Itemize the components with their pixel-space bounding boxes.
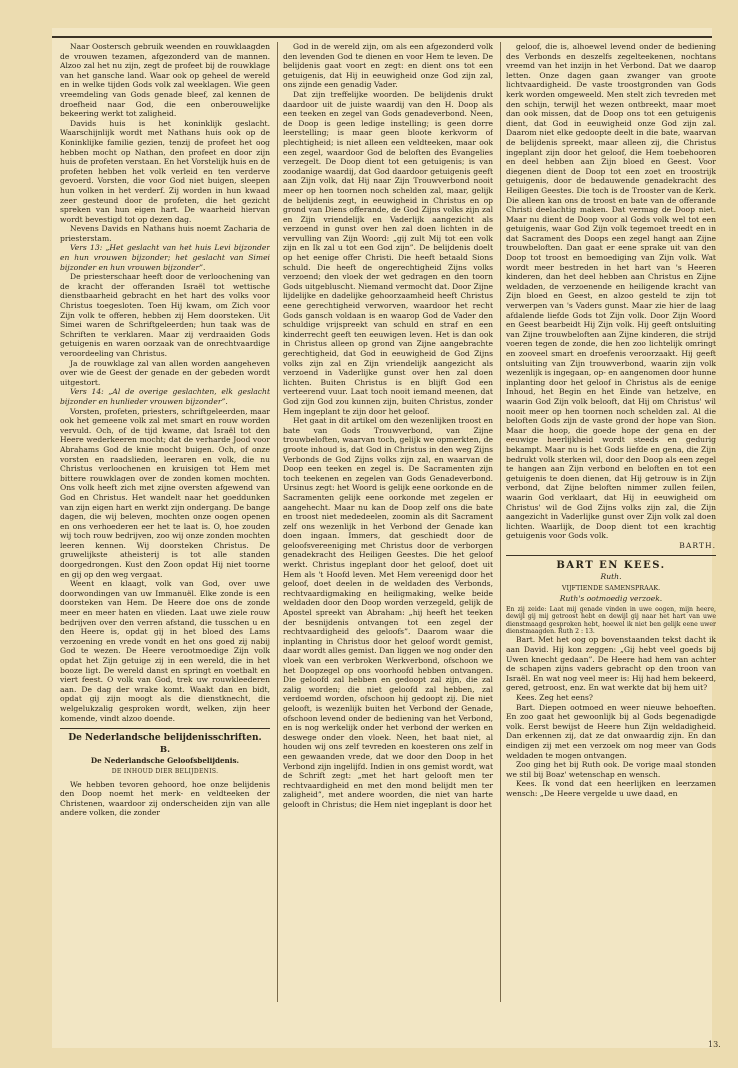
section-rule bbox=[60, 728, 270, 729]
section-letter: B. bbox=[159, 744, 171, 755]
paragraph: Davids huis is het koninklijk geslacht. Waarschijnlijk wordt met Nathans huis ook op de Koninklijke familie gezien, tenzij de profeet het oog hebben mocht op Nathan, den profeet en door zijn huis de profeten verstaan. En het Vorstelijk huis en de profeten hebben het volk verleid en ten verderve gevoerd. Vorsten, die voor God niet buigen, sleepen hun volken in het verderf. Zij worden in hun kwaad zeer gesteund door de profeten, die het gezicht spreken van hun eigen hart. De waarheid hiervan wordt bevestigd tot op dezen dag. bbox=[60, 118, 270, 224]
story-part: VIJFTIENDE SAMENSPRAAK. bbox=[561, 583, 661, 592]
paragraph: De priesterschaar heeft door de verloochening van de kracht der offeranden Israël tot wettische dienstbaarheid gebracht en het hart des volks voor Christus toegesloten. Toen Hij kwam, om Zich voor Zijn volk te offeren, hebben zij Hem doorsteken. Uit Simei waren de Schriftgeleerden; hun taak was de Schriften te verklaren. Maar zij verdraaiden Gods getuigenis en waren oorzaak van de onrechtvaardige veroordeeling van Christus. bbox=[60, 272, 270, 358]
paragraph: Vorsten, profeten, priesters, schriftgeleerden, maar ook het gemeene volk zal met smart en rouw worden vervuld. Och, of de tijd kwame, dat Israël tot den Heere wederkeeren mocht; dat de verharde Jood voor Abrahams God de knie mocht buigen. Och, of onze vorsten en raadslieden, leeraren en volk, die nu Christus verloochenen en kruisigen tot Hem met bittere rouwklagen over de zonden komen mochten. Ons volk heeft zich met zijne oversten afgewend van God en Christus. Het wandelt naar het goeddunken van zijn eigen hart en werkt zijn ondergang. De bange dagen, die wij beleven, mochten onze oogen openen en ons verhoederen eer het te laat is. O, hoe zouden wij toch rouw bedrijven, zoo wij onze zonden mochten leeren kennen. Wij doorsteken Christus. De gruwelijkste atheisterij is tot alle standen doorgedrongen. Kust den Zoon opdat Hij niet toorne en gij op den weg vergaat. bbox=[60, 406, 270, 579]
column-left bbox=[60, 42, 270, 1002]
paragraph: Ja de rouwklage zal van allen worden aangeheven over wie de Geest der genade en der gebeden wordt uitgestort. bbox=[60, 358, 270, 387]
paragraph: Bart. Diepen ootmoed en weer nieuwe behoeften. En zoo gaat het gewoonlijk bij al Gods begenadigde volk. Eerst bewijst de Heere hun Zijn weldadigheid. Dan erkennen zij, dat ze dat onwaardig zijn. En dan eindigen zij met een verzoek om nog meer van Gods weldaden te mogen ontvangen. bbox=[506, 702, 716, 760]
column-right bbox=[506, 42, 716, 1002]
story-episode: Ruth's ootmoedig verzoek. bbox=[559, 594, 663, 604]
paragraph: God in de wereld zijn, om als een afgezonderd volk den levenden God te dienen en voor Hem te leven. De belijdenis gaat voort en zegt: en dient ons tot een getuigenis, dat Hij in eeuwigheid onze God zijn zal, ons zijnde een genadig Vader. bbox=[283, 42, 493, 90]
verse-quote: Vers 13: „Het geslacht van het huis Levi bijzonder en hun vrouwen bijzonder; het geslacht van Simei bijzonder en hun vrouwen bijzonder”. bbox=[60, 243, 270, 272]
verse-quote: Vers 14: „Al de overige geslachten, elk geslacht bijzonder en hunlieder vrouwen bijzonder”. bbox=[60, 387, 270, 406]
signature: BARTH. bbox=[679, 540, 716, 550]
story-title: BART EN KEES. bbox=[556, 560, 666, 572]
section-subtitle: De Nederlandsche Geloofsbelijdenis. bbox=[90, 756, 240, 766]
motto: En zij zeide: Laat mij genade vinden in uwe oogen, mijn heere, dewijl gij mij getroost hebt en dewijl gij naar het hart van uwe dienstmaagd gesproken hebt, hoewel ik niet ben gelijk eene uwer dienstmaagden. Ruth 2 : 13. bbox=[506, 605, 716, 636]
paragraph: Naar Oostersch gebruik weenden en rouwklaagden de vrouwen tezamen, afgezonderd van de mannen. Alzoo zal het nu zijn, zegt de profeet bij de rouwklage van het gansche land. Waar ook op geheel de wereld en in welke tijden Gods volk zal weeklagen. Wie geen vreemdeling van Gods genade bleef, zal kennen de droefheid naar God, die een onberouwelijke bekeering werkt tot zaligheid. bbox=[60, 42, 270, 119]
paragraph: Kees. Zeg het eens? bbox=[516, 693, 593, 703]
paragraph: Het gaat in dit artikel om den wezenlijken troost en bate van Gods Trouwverbond, van Zijne trouwbeloften, waarvan toch, gelijk we opmerkten, de groote inhoud is, dat God in Christus in den weg Zijns Verbonds de God Zijns volks zijn zal, en waarvan de Doop een teeken en zegel is. De Sacramenten zijn toch teekenen en zegelen van Gods Genadeverbond. Ursinus zegt: het Woord is gelijk eene oorkonde en de Sacramenten gelijk eene oorkonde met zegelen er aangehecht. Maar nu kan de Doop zelf ons die bate en troost niet mededeelen, zoomin als dit Sacrament zelf ons wezenlijk in het Verbond der Genade kan doen ingaan. Immers, dat geschiedt door de geloofsvereeniging met Christus door de verborgen genadekracht des Heiligen Geestes. Die het geloof werkt. Christus ingeplant door het geloof, doet uit Hem als 't Hoofd leven. Met Hem vereenigd door het geloof, doet deelen in de weldaden des Verbonds, rechtvaardigmaking en heiligmaking, welke beide weldaden door den Doop worden verzegeld, gelijk de Apostel spreekt van Abraham: „hij heeft het teeken der besnijdenis ontvangen tot een zegel der rechtvaardigheid des geloofs”. Daarom waar die inplanting in Christus door het geloof wordt gemist, daar wordt alles gemist. Dan liggen we nog onder den vloek van een verbroken Werkverbond, ofschoon we het Doopzegel op ons voorhoofd hebben ontvangen. Die geloofd zal hebben en gedoopt zal zijn, die zal zalig worden; die niet geloofd zal hebben, zal verdoemd worden, ofschoon hij gedoopt zij. Die niet gelooft, is wezenlijk buiten het Verbond der Genade, ofschoon levend onder de bediening van het Verbond, en is nog werkelijk onder het verbond der werken en deswege onder den vloek. Neen, het baat niet, al houden wij ons zelf tevreden en koesteren ons zelf in een gewaanden vrede, dat we door den Doop in het Verbond zijn ingelijfd. Indien in ons gemist wordt, wat de Schrift zegt: „met het hart gelooft men ter rechtvaardigheid en met den mond belijdt men ter zaligheid”, met andere woorden, die niet van harte gelooft in Christus; die Hem niet ingeplant is door het bbox=[283, 416, 493, 809]
column-divider bbox=[277, 42, 278, 1002]
section-subsubtitle: DE INHOUD DIER BELIJDENIS. bbox=[111, 767, 219, 775]
paragraph: Zoo ging het bij Ruth ook. De vorige maal stonden we stil bij Boaz' wetenschap en wensch. bbox=[506, 760, 716, 779]
paragraph: We hebben tevoren gehoord, hoe onze belijdenis den Doop noemt het merk- en veldteeken der Christenen, waardoor zij onderscheiden zijn van alle andere volken, die zonder bbox=[60, 779, 270, 818]
column-middle bbox=[283, 42, 493, 1002]
paragraph: Kees. Ik vond dat een heerlijken en leerzamen wensch: „De Heere vergelde u uwe daad, en bbox=[506, 779, 716, 798]
paragraph: geloof, die is, alhoewel levend onder de bediening des Verbonds en deszelfs zegelteekenen, nochtans vreemd van het inzijn in het Verbond. Dat we daarop letten. Onze dagen gaan zwanger van groote lichtvaardigheid. De vaste troostgronden van Gods kerk worden omgeweeld. Men stelt zich tevreden met den schijn, terwijl het wezen ontbreekt, maar moet dan ook missen, dat de Doop ons tot een getuigenis dient, dat God in eeuwigheid onze God zijn zal. Daarom niet elke gedoopte deelt in die bate, waarvan de belijdenis spreekt, maar alleen zij, die Christus ingeplant zijn door het geloof, die Hem toebehooren en deel hebben aan Zijn bloed en Geest. Voor diegenen dient de Doop tot een zoet en troostrijk getuigenis, door de bedauwende genadekracht des Heiligen Geestes. Die toch is de Trooster van de Kerk. Die alleen kan ons de troost en bate van de offerande Christi deelachtig maken. Dat vermag de Doop niet. Maar nu dient de Doop voor al Gods volk wel tot een getuigenis, waar God Zijn volk tegemoet treedt en in dat Sacrament des Doops een zegel hangt aan Zijne trouwbeloften. Dan gaat er eene sprake uit van den Doop tot troost en bemoediging van Zijn volk. Wat wordt meer bestreden in het hart van 's Heeren kinderen, dan het deel hebben aan Christus en Zijne weldaden, de verzoenende en heiligende kracht van Zijn bloed en Geest, en alzoo gesteld te zijn tot verwerpen van 's Vaders gunst. Maar zie hier de laag afdalende liefde Gods tot Zijn volk. Door Zijn Woord en Geest bearbeidt Hij Zijn volk. Hij geeft ontsluiting van Zijne trouwbeloften aan Zijne kinderen, die strijd voeren tegen de zonde, die hen zoo lichtelijk omringt en zooveel smart en droefenis veroorzaakt. Hij geeft ontsluiting van Zijn trouwverbond, waarin zijn volk wezenlijk is ingegaan, op- en aangenomen door hunne inplanting door het geloof in Christus als de eenige Inhoud, het Begin en het Einde van hetzelve, en waarin God Zijn volk belooft, dat Hij om Christus' wil nooit meer op hen toornen noch schelden zal. Al die beloften Gods zijn de vaste grond der hope van Sion. Maar die hoop, die goede hope der gena en der eeuwige heerlijkheid wordt steeds en gedurig bekampt. Maar nu is het Gods liefde en gena, die Zijn bedrukt volk sterken wil, door den Doop als een zegel te hangen aan Zijn verbond en beloften en tot een getuigenis te doen dienen, dat Hij getrouw is in Zijn verbond, dat Zijne beloften nimmer zullen feilen, waarin God verklaart, dat Hij in eeuwigheid om Christus' wil de God Zijns volks zijn zal, die Zijn aangezicht in Vaderlijke gunst over Zijn volk zal doen lichten. Waarlijk, de Doop dient tot een krachtig getuigenis voor Gods volk. bbox=[506, 42, 716, 541]
paragraph: Dat zijn treffelijke woorden. De belijdenis drukt daardoor uit de juiste waardij van den H. Doop als een teeken en zegel van Gods genadeverbond. Neen, de Doop is geen ledige instelling; is geen dorre leerstelling; is maar geen bloote kerkvorm of plechtigheid; is niet alleen een veldteeken, maar ook een zegel, waardoor God de beloften des Evangelies verzegelt. De Doop dient tot een getuigenis; is van zoodanige waardij, dat God daardoor getuigenis geeft aan Zijn volk, dat Hij naar Zijn Trouwverbond nooit meer op hen toornen noch schelden zal, maar, gelijk de belijdenis zegt, in eeuwigheid in Christus en op grond van Diens offerande, de God Zijns volks zijn zal en Zijn vriendelijk en Vaderlijk aangezicht als verzoend in gunst over hen zal doen lichten in de vervulling van Zijn Woord: „gij zult Mij tot een volk zijn en Ik zal u tot een God zijn”. De belijdenis doelt op het eenige offer Christi. Die heeft betaald Sions schuld. Die heeft de ongerechtigheid Zijns volks verzoend; den vloek der wet gedragen en den toorn Gods uitgebluscht. Niemand vermocht dat. Door Zijne lijdelijke en dadelijke gehoorzaamheid heeft Christus eene gerechtigheid verworven, waardoor het recht Gods gansch voldaan is en waarop God de Vader den schuldige vrijspreekt van schuld en straf en een kinderrecht geeft ten eeuwigen leven. Het is dan ook in Christus alleen op grond van Zijne aangebrachte gerechtigheid, dat God in eeuwigheid de God Zijns volks zijn zal en Zijn vriendelijk aangezicht als verzoend in Vaderlijke gunst over hen zal doen lichten. Buiten Christus is en blijft God een verteerend vuur. Laat toch nooit iemand meenen, dat God zijn God zou kunnen zijn, buiten Christus, zonder Hem ingeplant te zijn door het geloof. bbox=[283, 89, 493, 416]
top-rule bbox=[52, 36, 712, 38]
paragraph: Bart. Met het oog op bovenstaanden tekst dacht ik aan David. Hij kon zeggen: „Gij hebt veel goeds bij Uwen knecht gedaan”. De Heere had hem van achter de schapen zijns vaders gebracht op den troon van Israël. En wat nog veel meer is: Hij had hem bekeerd, gered, getroost, enz. En wat werkte dat bij hem uit? bbox=[506, 635, 716, 693]
story-subtitle: Ruth. bbox=[600, 572, 622, 582]
column-divider bbox=[500, 42, 501, 1002]
paragraph: Weent en klaagt, volk van God, over uwe doorwondingen van uw Immanuël. Elke zonde is een doorsteken van Hem. De Heere doe ons de zonde meer en meer haten en vlieden. Laat uwe ziele rouw bedrijven over den verren afstand, die tusschen u en den Heere is, opdat gij in het bloed des Lams verzoening en vrede vondt en het ons goed zij nabij God te wezen. De Heere verootmoedige Zijn volk opdat het Zijn getuige zij in een wereld, die in het booze ligt. De wereld danst en springt en voetbalt en viert feest. O volk van God, trek uw rouwkleederen aan. De dag der wrake komt. Waakt dan en bidt, opdat gij zijn moogt als die dienstknecht, die welgelukzalig gesproken wordt, welken, zijn heer komende, vindt alzoo doende. bbox=[60, 579, 270, 723]
page-number: 13. bbox=[708, 1040, 721, 1049]
section-title: De Nederlandsche belijdenisschriften. bbox=[68, 733, 262, 744]
paragraph: Nevens Davids en Nathans huis noemt Zacharia de priesterstam. bbox=[60, 224, 270, 243]
section-rule bbox=[506, 555, 716, 556]
